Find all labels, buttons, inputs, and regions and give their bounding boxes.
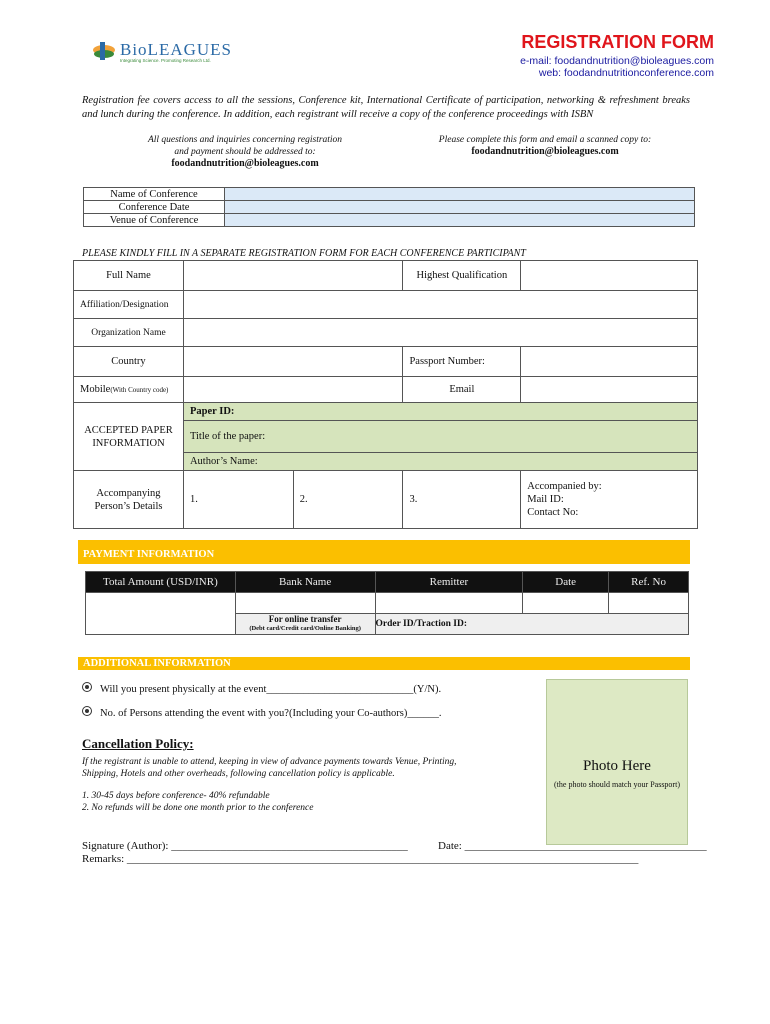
header-web: web: foodandnutritionconference.com [538,67,714,79]
highest-qualification-field[interactable] [521,261,698,291]
order-id-field[interactable]: Order ID/Traction ID: [375,614,688,635]
conference-name-field[interactable] [225,188,695,201]
ref-no-header: Ref. No [609,572,689,593]
submit-email: foodandnutrition@bioleagues.com [471,146,619,157]
email-field[interactable] [521,377,698,403]
ref-no-field[interactable] [609,593,689,614]
email-label: Email [403,377,521,403]
payment-section-bar [78,540,690,564]
mobile-field[interactable] [183,377,402,403]
cancellation-text: If the registrant is unable to attend, keeping in view of advance payments towards Venue, Printing, Shipping, Hotels and other overheads, following cancellation policy is applicable. 1. 30-45 days before conference- 40% refundable 2. No refunds will be done one month prior to the conference [82,757,457,813]
participant-table [73,260,698,529]
country-field[interactable] [183,347,402,377]
conference-venue-label: Venue of Conference [84,214,225,227]
date-line[interactable]: Date: ____________________________________________ [438,840,707,852]
highest-qualification-label: Highest Qualification [403,261,521,291]
author-name-field[interactable]: Author’s Name: [183,453,697,471]
total-amount-field[interactable] [86,593,236,635]
total-amount-header: Total Amount (USD/INR) [86,572,236,593]
accepted-paper-label: ACCEPTED PAPER INFORMATION [74,403,184,471]
accompanied-by-field[interactable]: Accompanied by: Mail ID: Contact No: [521,471,698,529]
cancellation-title: Cancellation Policy: [82,736,194,751]
payment-table [85,571,689,635]
passport-field[interactable] [521,347,698,377]
submit-note: Please complete this form and email a scanned copy to: foodandnutrition@bioleagues.com [400,134,690,158]
country-label: Country [74,347,184,377]
conference-table [83,187,695,227]
accompanying-label: Accompanying Person’s Details [74,471,184,529]
passport-label: Passport Number: [403,347,521,377]
photo-note: (the photo should match your Passport) [554,780,680,789]
conference-date-field[interactable] [225,201,695,214]
paper-title-field[interactable]: Title of the paper: [183,421,697,453]
inquiry-note: All questions and inquiries concerning registration and payment should be addressed to: foodandnutrition@bioleagues.com [110,134,380,170]
date-header: Date [523,572,609,593]
separate-form-note: PLEASE KINDLY FILL IN A SEPARATE REGISTRATION FORM FOR EACH CONFERENCE PARTICIPANT [82,248,526,259]
online-transfer-label: For online transfer (Debt card/Credit card/Online Banking) [235,614,375,635]
additional-section-bar [78,657,690,670]
remitter-header: Remitter [375,572,523,593]
radio-bullet-icon[interactable] [82,682,92,692]
full-name-field[interactable] [183,261,402,291]
affiliation-field[interactable] [183,291,697,319]
radio-bullet-icon[interactable] [82,706,92,716]
mobile-label: Mobile(With Country code) [74,377,184,403]
affiliation-label: Affiliation/Designation [74,291,184,319]
full-name-label: Full Name [74,261,184,291]
inquiry-email: foodandnutrition@bioleagues.com [171,158,319,169]
photo-title: Photo Here [583,758,651,774]
payment-section-title: PAYMENT INFORMATION [83,549,215,560]
bank-name-field[interactable] [235,593,375,614]
remitter-field[interactable] [375,593,523,614]
photo-placeholder[interactable] [546,679,688,845]
date-field[interactable] [523,593,609,614]
remarks-line[interactable]: Remarks: _____________________________________________________________________________________________ [82,853,639,865]
conference-name-label: Name of Conference [84,188,225,201]
accompanying-person-1[interactable]: 1. [183,471,293,529]
organization-field[interactable] [183,319,697,347]
conference-venue-field[interactable] [225,214,695,227]
signature-line[interactable]: Signature (Author): ___________________________________________ [82,840,408,852]
present-question: Will you present physically at the event____________________________(Y/N). [82,682,441,695]
header-email: e-mail: foodandnutrition@bioleagues.com [520,55,714,67]
intro-text: Registration fee covers access to all the sessions, Conference kit, International Certificate of participation, networking & refreshment breaks and lunch during the conference. In addition, each registrant will receive a copy of the conference proceedings with ISBN [82,95,690,120]
bank-name-header: Bank Name [235,572,375,593]
mobile-note: (With Country code) [110,386,169,394]
logo-tagline: Integrating Science. Promoting Research Ltd. [120,58,211,63]
paper-id-field[interactable]: Paper ID: [183,403,697,421]
logo-text: BioLEAGUES [120,40,232,59]
additional-section-title: ADDITIONAL INFORMATION [83,658,231,669]
conference-date-label: Conference Date [84,201,225,214]
accompanying-person-3[interactable]: 3. [403,471,521,529]
organization-label: Organization Name [74,319,184,347]
form-title: REGISTRATION FORM [521,32,714,52]
persons-question: No. of Persons attending the event with you?(Including your Co-authors)______. [82,706,441,719]
accompanying-person-2[interactable]: 2. [293,471,403,529]
